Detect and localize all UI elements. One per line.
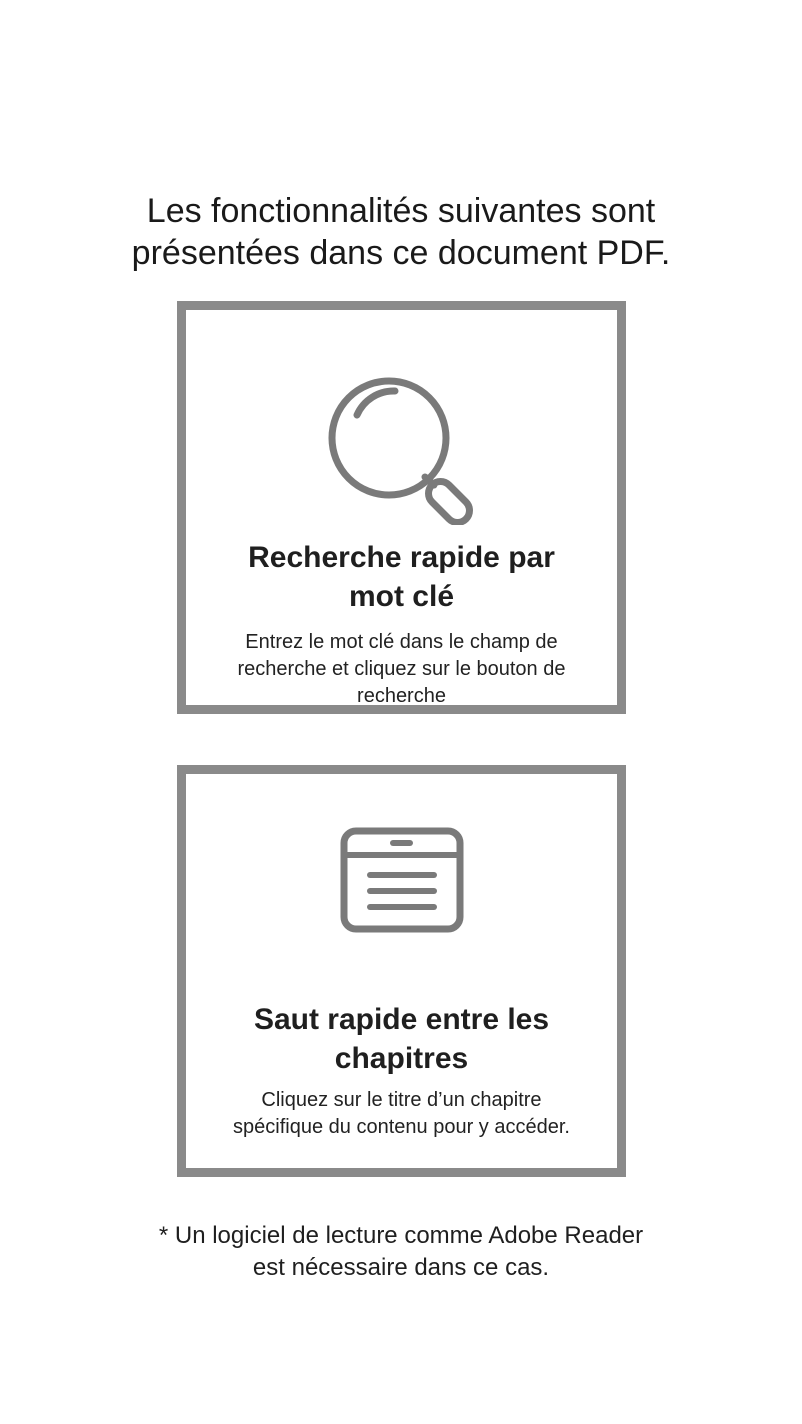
- document-list-icon: [332, 822, 472, 942]
- feature-description-line-2: recherche et cliquez sur le bouton de: [237, 658, 566, 680]
- feature-title-line-2: mot clé: [348, 580, 455, 613]
- feature-title: [186, 1000, 617, 1078]
- feature-title-line-1: Recherche rapide par: [248, 541, 555, 574]
- footnote-line-2: est nécessaire dans ce cas.: [252, 1254, 550, 1281]
- intro-line-2: présentées dans ce document PDF.: [131, 234, 671, 272]
- feature-description: [186, 1087, 617, 1141]
- magnifier-icon: [317, 365, 487, 525]
- feature-description-line-3: recherche: [357, 685, 446, 707]
- feature-description-line-2: spécifique du contenu pour y accéder.: [233, 1116, 570, 1138]
- feature-title: [186, 538, 617, 616]
- footnote: [0, 1220, 802, 1284]
- feature-description-line-1: Entrez le mot clé dans le champ de: [245, 631, 558, 653]
- intro-line-1: Les fonctionnalités suivantes sont: [146, 192, 656, 230]
- feature-card-keyword-search: [177, 301, 626, 714]
- feature-card-chapter-jump: [177, 765, 626, 1177]
- feature-description-line-1: Cliquez sur le titre d’un chapitre: [261, 1089, 542, 1111]
- feature-description: [186, 629, 617, 710]
- feature-title-line-2: chapitres: [334, 1042, 469, 1075]
- footnote-line-1: * Un logiciel de lecture comme Adobe Reader: [158, 1222, 644, 1249]
- intro-heading: [0, 190, 802, 274]
- feature-title-line-1: Saut rapide entre les: [253, 1003, 550, 1036]
